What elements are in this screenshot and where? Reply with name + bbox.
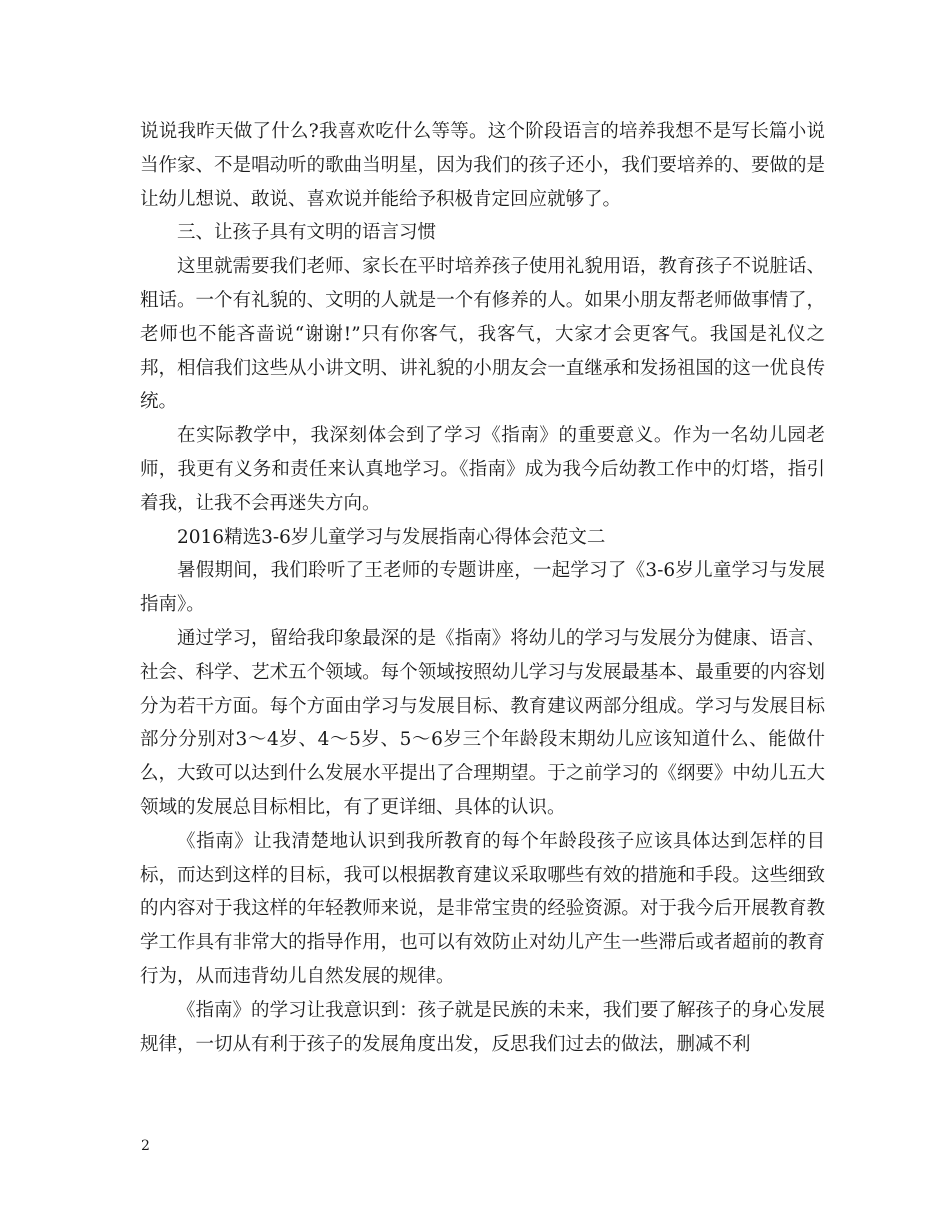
paragraph-7: 《指南》的学习让我意识到：孩子就是民族的未来，我们要了解孩子的身心发展规律，一切从有利于孩子的发展角度出发，反思我们过去的做法，删减不利	[140, 999, 825, 1055]
paragraph-1: 说说我昨天做了什么?我喜欢吃什么等等。这个阶段语言的培养我想不是写长篇小说当作家、不是唱动听的歌曲当明星，因为我们的孩子还小，我们要培养的、要做的是让幼儿想说、敢说、喜欢说并能给予积极肯定回应就够了。	[140, 121, 825, 210]
paragraph-5: 通过学习，留给我印象最深的是《指南》将幼儿的学习与发展分为健康、语言、社会、科学、艺术五个领域。每个领域按照幼儿学习与发展最基本、最重要的内容划分为若干方面。每个方面由学习与发展目标、教育建议两部分组成。学习与发展目标部分分别对3～4岁、4～5岁、5～6岁三个年龄段末期幼儿应该知道什么、能做什么，大致可以达到什么发展水平提出了合理期望。于之前学习的《纲要》中幼儿五大领域的发展总目标相比，有了更详细、具体的认识。	[140, 627, 825, 818]
document-body	[140, 115, 825, 1061]
page-number: 2	[141, 1138, 150, 1154]
paragraph-4: 暑假期间，我们聆听了王老师的专题讲座，一起学习了《3-6岁儿童学习与发展指南》。	[140, 560, 825, 616]
paragraph-2: 这里就需要我们老师、家长在平时培养孩子使用礼貌用语，教育孩子不说脏话、粗话。一个有礼貌的、文明的人就是一个有修养的人。如果小朋友帮老师做事情了，老师也不能吝啬说“谢谢!”只有你客气，我客气，大家才会更客气。我国是礼仪之邦，相信我们这些从小讲文明、讲礼貌的小朋友会一直继承和发扬祖国的这一优良传统。	[140, 256, 825, 413]
section-heading-3: 三、让孩子具有文明的语言习惯	[177, 222, 437, 244]
article-title-2: 2016精选3-6岁儿童学习与发展指南心得体会范文二	[177, 526, 606, 548]
paragraph-6: 《指南》让我清楚地认识到我所教育的每个年龄段孩子应该具体达到怎样的目标，而达到这样的目标，我可以根据教育建议采取哪些有效的措施和手段。这些细致的内容对于我这样的年轻教师来说，是非常宝贵的经验资源。对于我今后开展教育教学工作具有非常大的指导作用，也可以有效防止对幼儿产生一些滞后或者超前的教育行为，从而违背幼儿自然发展的规律。	[140, 830, 825, 987]
paragraph-3: 在实际教学中，我深刻体会到了学习《指南》的重要意义。作为一名幼儿园老师，我更有义务和责任来认真地学习。《指南》成为我今后幼教工作中的灯塔，指引着我，让我不会再迷失方向。	[140, 425, 825, 514]
